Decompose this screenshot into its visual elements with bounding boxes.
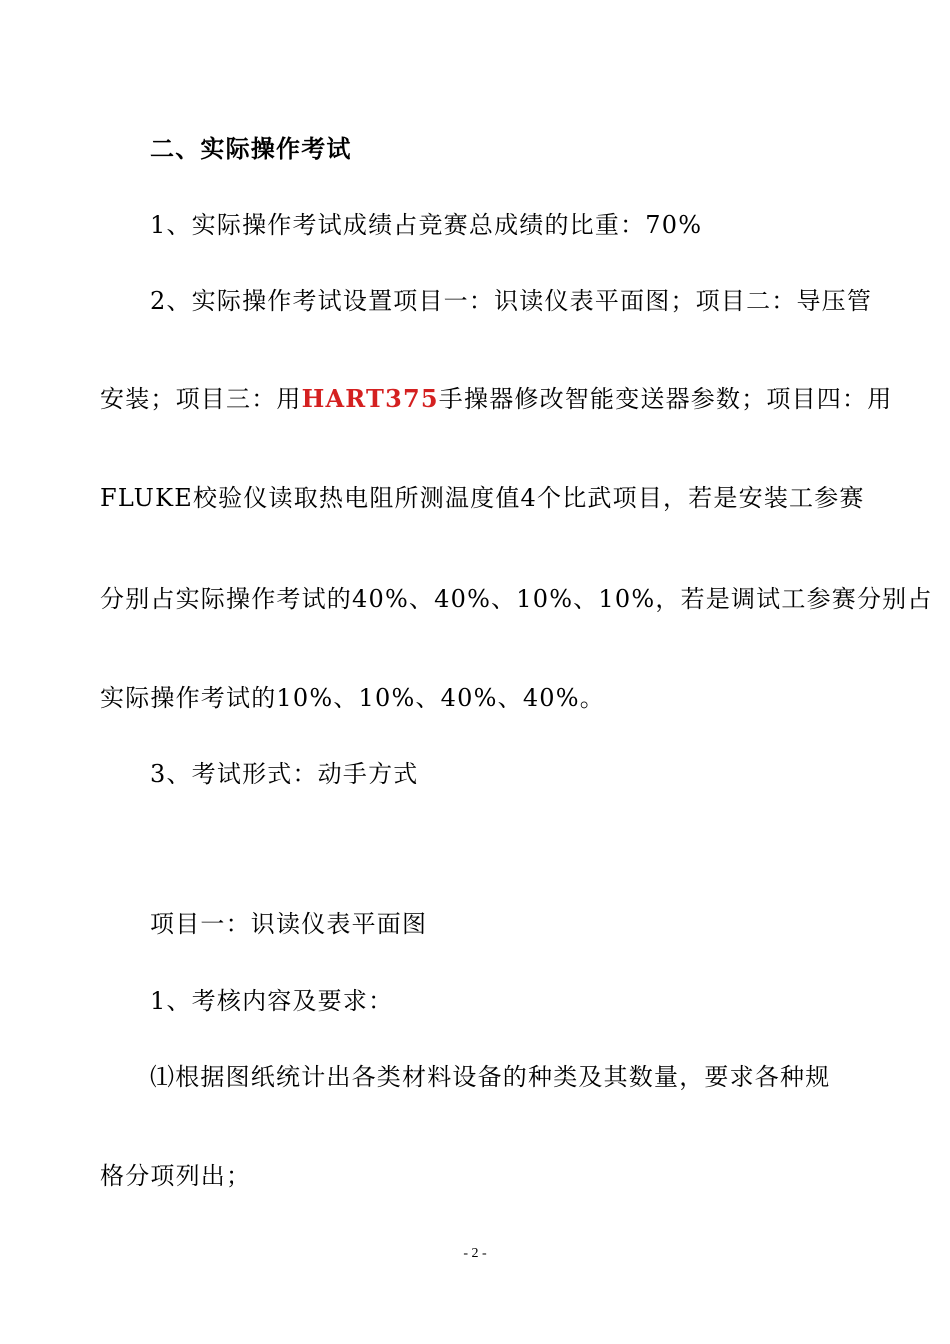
page-number: - 2 - bbox=[463, 1246, 487, 1261]
paragraph-item2-line3: FLUKE校验仪读取热电阻所测温度值4个比武项目，若是安装工参赛 bbox=[100, 484, 865, 512]
requirement1-line1: ⑴根据图纸统计出各类材料设备的种类及其数量，要求各种规 bbox=[150, 1063, 831, 1091]
assessment-title: 1、考核内容及要求： bbox=[150, 987, 394, 1015]
section-title: 二、实际操作考试 bbox=[150, 135, 352, 163]
requirement1-line2: 格分项列出； bbox=[100, 1162, 252, 1190]
paragraph-item1: 1、实际操作考试成绩占竞赛总成绩的比重：70% bbox=[150, 211, 703, 239]
item2-line2-text-a: 安装；项目三：用 bbox=[100, 385, 302, 413]
item2-line2-text-b: 手操器修改智能变送器参数；项目四：用 bbox=[438, 385, 893, 413]
project1-title: 项目一：识读仪表平面图 bbox=[150, 910, 428, 938]
paragraph-item2-line1: 2、实际操作考试设置项目一：识读仪表平面图；项目二：导压管 bbox=[150, 287, 873, 315]
paragraph-item2-line2 bbox=[100, 382, 892, 416]
hart375-highlight: HART375 bbox=[301, 384, 439, 413]
paragraph-item2-line5: 实际操作考试的10%、10%、40%、40%。 bbox=[100, 684, 605, 712]
paragraph-item2-line4: 分别占实际操作考试的40%、40%、10%、10%，若是调试工参赛分别占 bbox=[100, 585, 933, 613]
paragraph-item3: 3、考试形式：动手方式 bbox=[150, 760, 419, 788]
